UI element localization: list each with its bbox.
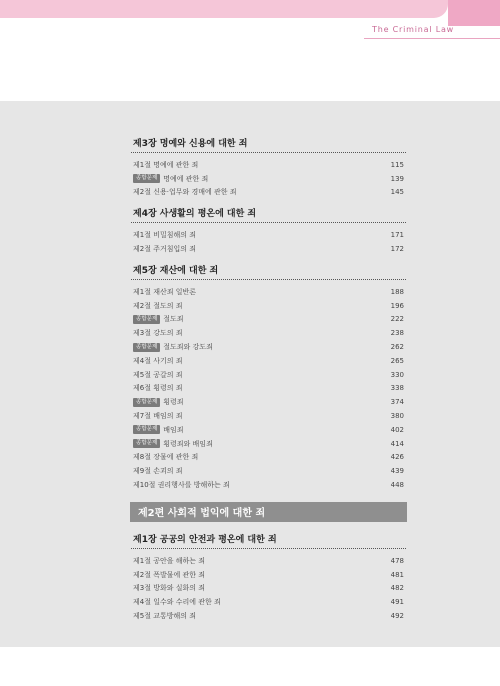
- toc-entry-page: 374: [390, 398, 404, 407]
- toc-entry-page: 330: [390, 370, 404, 379]
- toc-entry[interactable]: [131, 451, 406, 465]
- toc-entry-title: 명예에 관한 죄: [163, 174, 209, 183]
- toc-entry-title: 제1절 재산죄 일반론: [133, 287, 196, 296]
- toc-entry[interactable]: [131, 595, 406, 609]
- toc-entry-page: 482: [390, 584, 404, 593]
- toc-entry-title: 제3절 강도의 죄: [133, 329, 183, 338]
- toc-entry-page: 402: [390, 425, 404, 434]
- toc-entry[interactable]: [131, 568, 406, 582]
- toc-entry-left: [133, 328, 182, 338]
- toc-entry-page: 414: [390, 439, 404, 448]
- toc-entry[interactable]: [131, 395, 406, 409]
- toc-entry-left: [133, 439, 213, 449]
- table-of-contents: [131, 136, 406, 623]
- toc-entry-page: 222: [390, 315, 404, 324]
- toc-entry-page: 188: [390, 287, 404, 296]
- toc-entry[interactable]: [131, 464, 406, 478]
- toc-entry-title: 제2절 주거침입의 죄: [133, 245, 196, 254]
- toc-entry-page: 491: [390, 598, 404, 607]
- toc-entry-title: 절도죄: [163, 315, 184, 324]
- review-badge: 종합문제: [133, 174, 160, 183]
- toc-entry-title: 배임죄: [163, 425, 184, 434]
- toc-entry-title: 제8절 장물에 관한 죄: [133, 453, 199, 462]
- part-heading[interactable]: 제2편 사회적 법익에 대한 죄: [130, 502, 407, 522]
- toc-entry[interactable]: [131, 186, 406, 200]
- toc-entry[interactable]: [131, 382, 406, 396]
- toc-entry-left: [133, 174, 208, 184]
- toc-entry[interactable]: [131, 313, 406, 327]
- toc-entry[interactable]: [131, 158, 406, 172]
- toc-entry-title: 제1절 비밀침해의 죄: [133, 231, 196, 240]
- toc-entry[interactable]: [131, 609, 406, 623]
- toc-entry-title: 횡령죄: [163, 398, 184, 407]
- toc-entry-left: [133, 570, 205, 580]
- toc-entry-left: [133, 244, 196, 254]
- toc-entry-title: 제5절 공갈의 죄: [133, 370, 183, 379]
- toc-entry-page: 171: [390, 231, 404, 240]
- toc-entry[interactable]: [131, 299, 406, 313]
- toc-entry-page: 238: [390, 329, 404, 338]
- toc-entry-title: 제9절 손괴의 죄: [133, 467, 183, 476]
- toc-entry-page: 492: [390, 612, 404, 621]
- chapter-heading[interactable]: 제3장 명예와 신용에 대한 죄: [131, 136, 406, 153]
- toc-entry-left: [133, 230, 196, 240]
- chapter-spacer: [131, 256, 406, 263]
- toc-entry-left: [133, 480, 230, 490]
- review-badge: 종합문제: [133, 398, 160, 407]
- toc-entry-left: [133, 314, 184, 324]
- toc-entry[interactable]: [131, 340, 406, 354]
- toc-entry-left: [133, 583, 205, 593]
- toc-entry[interactable]: [131, 242, 406, 256]
- chapter-heading[interactable]: 제4장 사생활의 평온에 대한 죄: [131, 206, 406, 223]
- toc-entry-left: [133, 452, 198, 462]
- toc-entry[interactable]: [131, 554, 406, 568]
- toc-entry-title: 제3절 방화와 실화의 죄: [133, 584, 205, 593]
- toc-entry-title: 제2절 신용·업무와 경매에 관한 죄: [133, 188, 237, 197]
- top-decorative-band: [0, 0, 448, 18]
- toc-entry-left: [133, 287, 196, 297]
- toc-entry-page: 262: [390, 343, 404, 352]
- toc-entry-page: 448: [390, 481, 404, 490]
- toc-entry[interactable]: [131, 285, 406, 299]
- chapter-heading[interactable]: 제5장 재산에 대한 죄: [131, 263, 406, 280]
- toc-entry-title: 제6절 횡령의 죄: [133, 384, 183, 393]
- toc-entry-left: [133, 556, 205, 566]
- toc-entry-left: [133, 383, 182, 393]
- toc-entry-title: 제1절 명예에 관한 죄: [133, 160, 199, 169]
- toc-entry[interactable]: [131, 478, 406, 492]
- toc-entry-left: [133, 187, 237, 197]
- toc-entry-page: 481: [390, 570, 404, 579]
- toc-entry-page: 439: [390, 467, 404, 476]
- toc-entry-page: 145: [390, 188, 404, 197]
- toc-entry-page: 265: [390, 356, 404, 365]
- top-corner-tab: [448, 0, 500, 26]
- toc-entry-title: 제4절 일수와 수리에 관한 죄: [133, 598, 221, 607]
- review-badge: 종합문제: [133, 315, 160, 324]
- toc-entry[interactable]: [131, 368, 406, 382]
- toc-entry-title: 제2절 폭발물에 관한 죄: [133, 570, 205, 579]
- toc-entry[interactable]: [131, 228, 406, 242]
- toc-entry-title: 제10절 권리행사를 방해하는 죄: [133, 481, 230, 490]
- toc-entry[interactable]: [131, 172, 406, 186]
- toc-entry-left: [133, 611, 196, 621]
- toc-entry-page: 426: [390, 453, 404, 462]
- toc-entry-page: 115: [390, 160, 404, 169]
- toc-entry[interactable]: [131, 437, 406, 451]
- toc-entry-page: 380: [390, 412, 404, 421]
- toc-entry[interactable]: [131, 354, 406, 368]
- review-badge: 종합문제: [133, 343, 160, 352]
- toc-entry-left: [133, 425, 184, 435]
- toc-entry-title: 제5절 교통방해의 죄: [133, 612, 196, 621]
- toc-entry-page: 478: [390, 556, 404, 565]
- review-badge: 종합문제: [133, 425, 160, 434]
- toc-entry-title: 횡령죄와 배임죄: [163, 439, 213, 448]
- toc-entry-left: [133, 370, 182, 380]
- toc-entry[interactable]: [131, 423, 406, 437]
- toc-entry-left: [133, 466, 182, 476]
- toc-entry[interactable]: [131, 409, 406, 423]
- toc-entry-title: 제7절 배임의 죄: [133, 412, 183, 421]
- chapter-heading[interactable]: 제1장 공공의 안전과 평온에 대한 죄: [131, 532, 406, 549]
- toc-entry-title: 제4절 사기의 죄: [133, 356, 183, 365]
- toc-entry-left: [133, 356, 182, 366]
- toc-entry-title: 제1절 공안을 해하는 죄: [133, 556, 205, 565]
- header-rule: [364, 38, 500, 39]
- toc-entry-page: 172: [390, 245, 404, 254]
- toc-entry-title: 절도죄와 강도죄: [163, 343, 213, 352]
- toc-entry-left: [133, 160, 198, 170]
- toc-entry-page: 338: [390, 384, 404, 393]
- running-header: The Criminal Law: [372, 25, 454, 34]
- toc-entry-left: [133, 397, 184, 407]
- chapter-spacer: [131, 199, 406, 206]
- toc-entry-left: [133, 597, 221, 607]
- toc-entry[interactable]: [131, 326, 406, 340]
- toc-entry[interactable]: [131, 582, 406, 596]
- toc-entry-left: [133, 411, 182, 421]
- toc-entry-left: [133, 301, 182, 311]
- toc-entry-title: 제2절 절도의 죄: [133, 301, 183, 310]
- toc-entry-left: [133, 342, 213, 352]
- toc-entry-page: 139: [390, 174, 404, 183]
- toc-entry-page: 196: [390, 301, 404, 310]
- review-badge: 종합문제: [133, 439, 160, 448]
